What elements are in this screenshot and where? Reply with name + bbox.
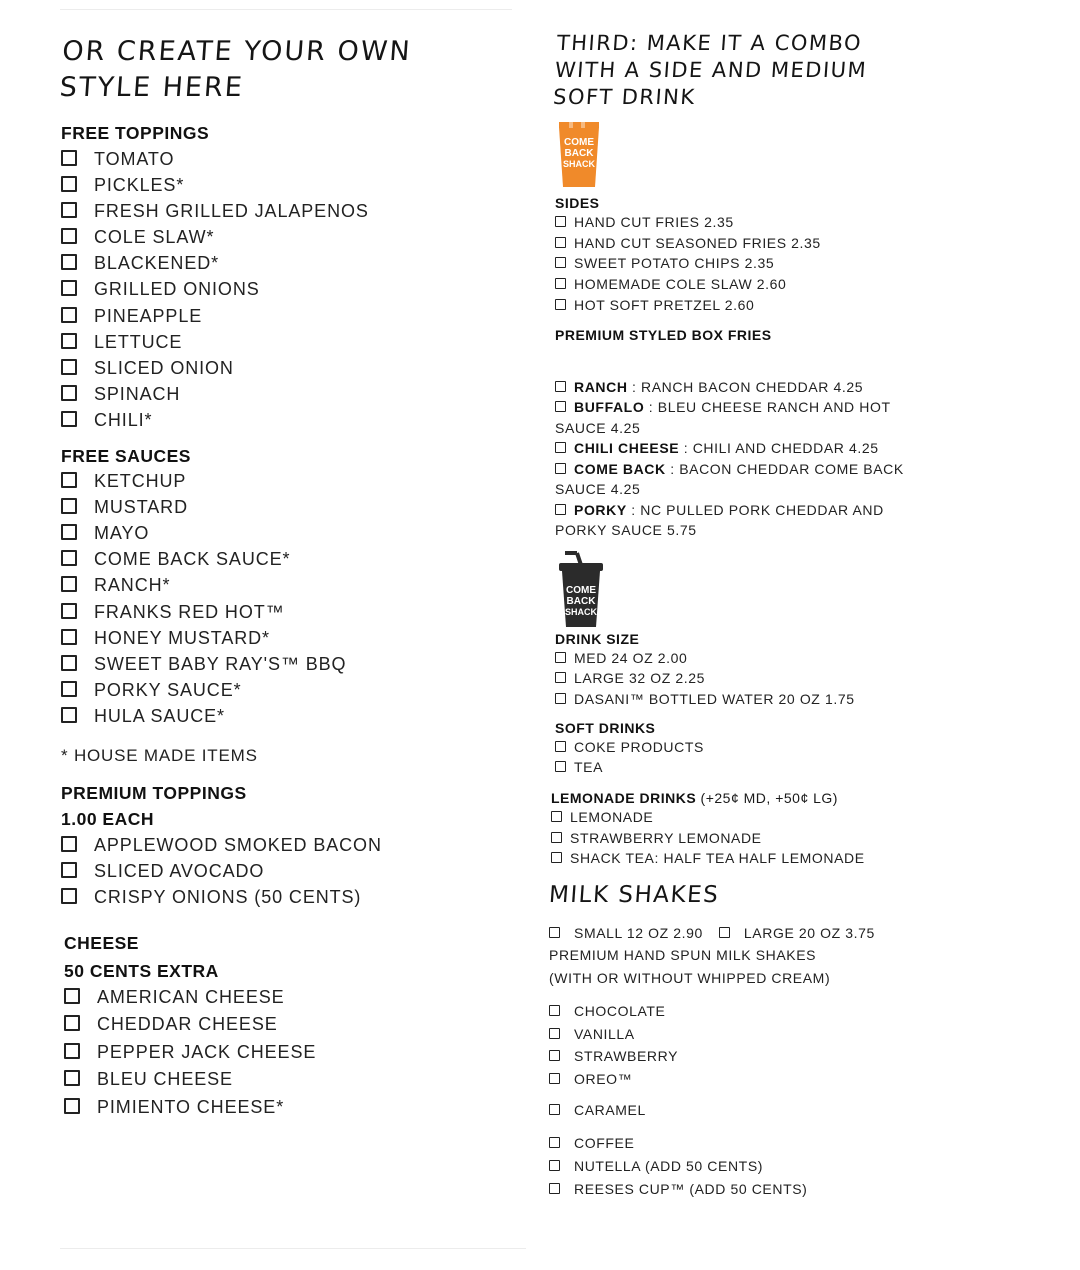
milkshake-desc-1: PREMIUM HAND SPUN MILK SHAKES (549, 947, 817, 964)
list-item (61, 381, 531, 407)
item-label: LETTUCE (94, 331, 183, 352)
box-fries-desc: : BLEU CHEESE RANCH AND HOT SAUCE 4.25 (555, 399, 891, 436)
item-label: FRESH GRILLED JALAPENOS (94, 201, 369, 222)
premium-toppings-heading: PREMIUM TOPPINGS (61, 782, 247, 803)
bottom-divider (60, 1248, 526, 1249)
milkshake-flavors-list-2 (549, 1132, 1049, 1201)
free-sauces-list (61, 468, 531, 729)
list-item (555, 212, 1049, 233)
item-label: SHACK TEA: HALF TEA HALF LEMONADE (570, 850, 865, 867)
item-label: CRISPY ONIONS (50 CENTS) (94, 887, 362, 908)
item-label: OREO™ (574, 1070, 633, 1087)
item-label: MAYO (94, 523, 150, 544)
list-item (61, 198, 531, 224)
checkbox[interactable] (61, 150, 77, 166)
list-item (61, 625, 531, 651)
checkbox[interactable] (549, 1160, 560, 1171)
checkbox[interactable] (61, 707, 77, 723)
item-label: TOMATO (94, 149, 175, 169)
item-label: STRAWBERRY (574, 1048, 679, 1065)
item-label: COFFEE (574, 1134, 635, 1151)
checkbox[interactable] (555, 761, 566, 772)
lemonade-list (551, 807, 1049, 869)
fries-logo-text-1: COME (564, 137, 594, 148)
checkbox[interactable] (61, 629, 77, 645)
drink-logo-text-3: SHACK (564, 606, 598, 617)
box-fries-item (555, 438, 905, 459)
list-item (549, 1155, 1049, 1178)
checkbox[interactable] (61, 333, 77, 349)
sides-heading: SIDES (555, 195, 600, 211)
list-item (549, 1099, 1049, 1122)
list-item (61, 303, 531, 329)
list-item (551, 807, 1049, 828)
box-fries-desc: : NC PULLED PORK CHEDDAR AND PORKY SAUCE 5.75 (555, 501, 884, 539)
checkbox[interactable] (555, 381, 566, 392)
checkbox[interactable] (61, 307, 77, 323)
milkshake-flavor-caramel (549, 1099, 1049, 1122)
box-fries-name: BUFFALO (574, 399, 645, 416)
checkbox[interactable] (549, 1005, 560, 1016)
item-label: HAND CUT SEASONED FRIES 2.35 (574, 234, 821, 251)
list-item (61, 407, 531, 433)
checkbox[interactable] (549, 1073, 560, 1084)
item-label: HAND CUT FRIES 2.35 (574, 214, 734, 230)
list-item (549, 1023, 1049, 1046)
checkbox[interactable] (61, 524, 77, 540)
item-label: SLICED ONION (94, 357, 234, 378)
checkbox[interactable] (61, 176, 77, 192)
right-column (549, 30, 1049, 1201)
free-toppings-heading: FREE TOPPINGS (61, 123, 210, 143)
house-made-note: * HOUSE MADE ITEMS (61, 745, 258, 765)
list-item (551, 848, 1049, 869)
item-label: TEA (574, 759, 604, 776)
lemonade-price-note: (+25¢ MD, +50¢ LG) (696, 790, 838, 807)
item-label: BLACKENED* (94, 253, 220, 274)
item-label: STRAWBERRY LEMONADE (570, 829, 762, 846)
create-your-own-title: OR CREATE YOUR OWN STYLE HERE (58, 36, 413, 103)
checkbox[interactable] (549, 1137, 560, 1148)
checkbox[interactable] (61, 862, 77, 878)
list-item (555, 668, 1049, 689)
item-label: GRILLED ONIONS (94, 279, 260, 300)
checkbox[interactable] (64, 1098, 80, 1114)
list-item (61, 146, 531, 172)
left-column (58, 34, 531, 1121)
item-label: HULA SAUCE* (94, 705, 225, 726)
item-label: HOMEMADE COLE SLAW 2.60 (574, 276, 787, 293)
drink-cup-logo (557, 551, 607, 629)
item-label: NUTELLA (ADD 50 CENTS) (574, 1157, 764, 1174)
drink-size-heading: DRINK SIZE (555, 630, 640, 647)
list-item (549, 1045, 1049, 1068)
item-label: SWEET POTATO CHIPS 2.35 (574, 255, 775, 272)
checkbox[interactable] (61, 202, 77, 218)
checkbox[interactable] (61, 498, 77, 514)
item-label: RANCH* (94, 575, 171, 596)
list-item (64, 1010, 531, 1038)
list-item (555, 757, 1049, 778)
checkbox[interactable] (64, 1070, 80, 1086)
list-item (555, 274, 1049, 295)
checkbox[interactable] (61, 576, 77, 592)
list-item (549, 1178, 1049, 1201)
list-item (61, 355, 531, 381)
list-item (61, 520, 531, 546)
item-label: MED 24 OZ 2.00 (574, 649, 688, 666)
list-item (549, 1068, 1049, 1091)
item-label: CHILI* (94, 409, 153, 430)
item-label: CARAMEL (574, 1102, 646, 1119)
checkbox[interactable] (555, 672, 566, 683)
checkbox[interactable] (61, 385, 77, 401)
checkbox[interactable] (61, 888, 77, 904)
checkbox[interactable] (555, 278, 566, 289)
milkshake-sizes (549, 922, 879, 944)
list-item (61, 250, 531, 276)
list-item (64, 1038, 531, 1066)
checkbox[interactable] (549, 1050, 560, 1061)
checkbox[interactable] (551, 852, 562, 863)
checkbox[interactable] (61, 603, 77, 619)
box-fries-name: PORKY (574, 501, 627, 518)
list-item (61, 276, 531, 302)
item-label: CHEDDAR CHEESE (97, 1014, 278, 1035)
milkshake-size-small: SMALL 12 OZ 2.90 (574, 925, 703, 942)
checkbox[interactable] (61, 550, 77, 566)
item-label: HONEY MUSTARD* (94, 627, 270, 648)
list-item (64, 1066, 531, 1093)
free-sauces-heading: FREE SAUCES (61, 446, 191, 467)
item-label: SLICED AVOCADO (94, 861, 265, 882)
list-item (64, 1093, 531, 1121)
item-label: PINEAPPLE (94, 305, 203, 326)
list-item (555, 253, 1049, 274)
soft-drinks-heading: SOFT DRINKS (555, 719, 656, 736)
checkbox[interactable] (549, 927, 560, 938)
checkbox[interactable] (555, 442, 566, 453)
item-label: MUSTARD (94, 497, 188, 518)
combo-title: THIRD: MAKE IT A COMBO WITH A SIDE AND MEDIUM SOFT DRINK (552, 31, 868, 109)
item-label: COKE PRODUCTS (574, 738, 704, 755)
checkbox[interactable] (61, 472, 77, 488)
list-item (61, 572, 531, 598)
checkbox[interactable] (551, 811, 562, 822)
box-fries-item (555, 397, 905, 438)
box-fries-desc: : RANCH BACON CHEDDAR 4.25 (627, 378, 864, 395)
premium-toppings-list (61, 832, 531, 910)
list-item (555, 737, 1049, 758)
list-item (61, 677, 531, 703)
milkshake-desc-2: (WITH OR WITHOUT WHIPPED CREAM) (549, 970, 831, 987)
list-item (61, 703, 531, 729)
item-label: LEMONADE (570, 809, 654, 826)
soft-drinks-list (555, 737, 1049, 778)
checkbox[interactable] (555, 401, 566, 412)
checkbox[interactable] (61, 836, 77, 852)
item-label: PIMIENTO CHEESE* (97, 1097, 285, 1118)
cheese-list (64, 984, 531, 1121)
box-fries-desc: : BACON CHEDDAR COME BACK SAUCE 4.25 (555, 460, 904, 498)
list-item (61, 884, 531, 910)
item-label: FRANKS RED HOT™ (94, 601, 285, 622)
item-label: PICKLES* (94, 175, 185, 196)
list-item (61, 468, 531, 494)
checkbox[interactable] (555, 693, 566, 704)
checkbox[interactable] (61, 228, 77, 244)
item-label: VANILLA (574, 1025, 635, 1042)
list-item (555, 689, 1049, 710)
list-item (555, 648, 1049, 669)
item-label: CHOCOLATE (574, 1003, 666, 1020)
checkbox[interactable] (61, 655, 77, 671)
fries-box-logo (555, 121, 603, 191)
checkbox[interactable] (555, 504, 566, 515)
free-toppings-list (61, 146, 531, 433)
item-label: APPLEWOOD SMOKED BACON (94, 834, 382, 855)
list-item (61, 599, 531, 625)
top-divider (60, 9, 512, 10)
drink-logo-text-2: BACK (566, 595, 596, 607)
item-label: SWEET BABY RAY'S™ BBQ (94, 653, 347, 674)
checkbox[interactable] (61, 411, 77, 427)
list-item (61, 651, 531, 677)
lemonade-heading: LEMONADE DRINKS (551, 790, 697, 807)
box-fries-item (555, 500, 905, 541)
box-fries-name: CHILI CHEESE (574, 440, 680, 457)
list-item (61, 858, 531, 884)
checkbox[interactable] (551, 832, 562, 843)
checkbox[interactable] (549, 1028, 560, 1039)
list-item (61, 546, 531, 572)
milkshake-size-row (549, 922, 879, 944)
sides-list (555, 212, 1049, 316)
box-fries-name: COME BACK (574, 460, 666, 477)
list-item (61, 494, 531, 520)
milk-shakes-title: MILK SHAKES (548, 882, 721, 909)
fries-logo-text-3: SHACK (562, 159, 596, 169)
lemonade-heading-row (551, 790, 1049, 806)
item-label: COME BACK SAUCE* (94, 549, 291, 570)
milkshake-flavors-list (549, 1000, 1049, 1090)
item-label: PORKY SAUCE* (94, 679, 242, 700)
checkbox[interactable] (555, 652, 566, 663)
list-item (555, 295, 1049, 316)
list-item (61, 832, 531, 858)
list-item (64, 984, 531, 1010)
list-item (555, 233, 1049, 254)
checkbox[interactable] (64, 1043, 80, 1059)
checkbox[interactable] (64, 1015, 80, 1031)
list-item (61, 329, 531, 355)
box-fries-item (555, 459, 905, 500)
checkbox[interactable] (549, 1183, 560, 1194)
list-item (549, 1132, 1049, 1155)
list-item (61, 172, 531, 198)
item-label: REESES CUP™ (ADD 50 CENTS) (574, 1180, 808, 1197)
drink-size-list (555, 648, 1049, 710)
item-label: HOT SOFT PRETZEL 2.60 (574, 296, 755, 313)
checkbox[interactable] (549, 1104, 560, 1115)
item-label: BLEU CHEESE (97, 1069, 233, 1090)
milkshake-size-large: LARGE 20 OZ 3.75 (743, 925, 875, 942)
fries-logo-text-2: BACK (564, 148, 594, 159)
premium-toppings-price: 1.00 EACH (61, 808, 155, 829)
list-item (549, 1000, 1049, 1023)
cheese-heading: CHEESE (64, 933, 139, 954)
box-fries-list (555, 377, 905, 541)
checkbox[interactable] (61, 359, 77, 375)
checkbox[interactable] (61, 280, 77, 296)
box-fries-desc: : CHILI AND CHEDDAR 4.25 (679, 440, 879, 457)
checkbox[interactable] (61, 681, 77, 697)
item-label: PEPPER JACK CHEESE (97, 1042, 317, 1063)
checkbox[interactable] (555, 299, 566, 310)
item-label: SPINACH (94, 383, 181, 404)
cheese-price: 50 CENTS EXTRA (64, 961, 219, 982)
box-fries-item (555, 377, 905, 398)
list-item (551, 828, 1049, 849)
checkbox[interactable] (555, 741, 566, 752)
item-label: COLE SLAW* (94, 227, 215, 248)
checkbox[interactable] (61, 254, 77, 270)
checkbox[interactable] (555, 216, 566, 227)
checkbox[interactable] (719, 927, 730, 938)
item-label: KETCHUP (94, 471, 187, 492)
checkbox[interactable] (555, 237, 566, 248)
drink-logo-text-1: COME (566, 584, 596, 596)
checkbox[interactable] (64, 988, 80, 1004)
checkbox[interactable] (555, 463, 566, 474)
item-label: AMERICAN CHEESE (97, 987, 285, 1008)
item-label: LARGE 32 OZ 2.25 (574, 670, 705, 687)
box-fries-name: RANCH (574, 378, 628, 395)
checkbox[interactable] (555, 257, 566, 268)
list-item (61, 224, 531, 250)
box-fries-heading: PREMIUM STYLED BOX FRIES (555, 326, 772, 343)
item-label: DASANI™ BOTTLED WATER 20 OZ 1.75 (574, 690, 855, 707)
